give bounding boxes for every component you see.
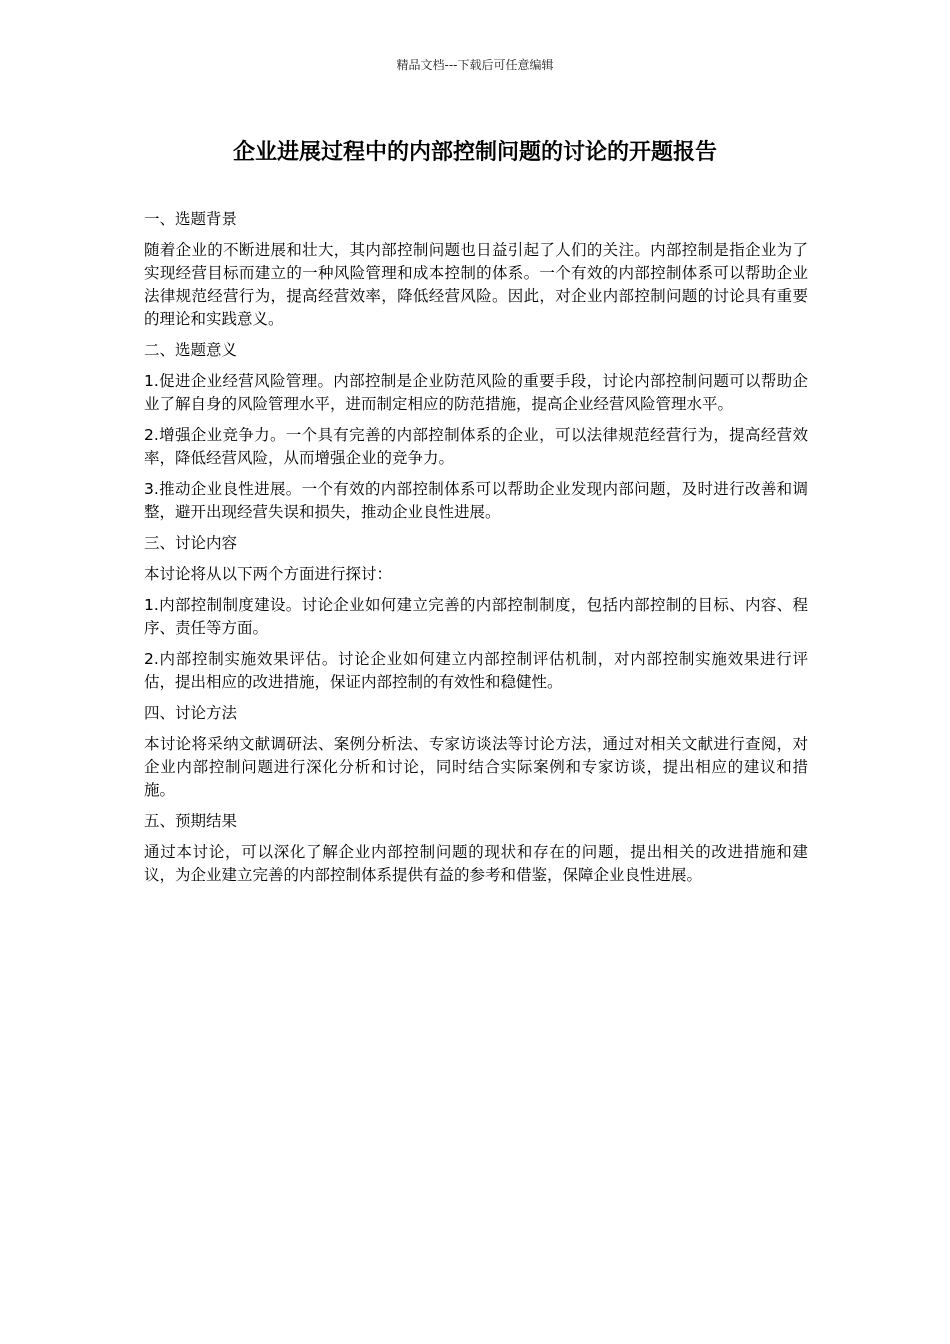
- section-heading-method: 四、讨论方法: [144, 704, 238, 722]
- section-heading-background: 一、选题背景: [144, 210, 238, 228]
- paragraph: 3.推动企业良性进展。一个有效的内部控制体系可以帮助企业发现内部问题，及时进行改善和调整，避开出现经营失误和损失，推动企业良性进展。: [144, 480, 808, 521]
- section-heading-expected-results: 五、预期结果: [144, 812, 238, 830]
- document-body: [144, 208, 808, 895]
- paragraph: 1.内部控制制度建设。讨论企业如何建立完善的内部控制制度，包括内部控制的目标、内容、程序、责任等方面。: [144, 596, 808, 637]
- paragraph: 2.内部控制实施效果评估。讨论企业如何建立内部控制评估机制，对内部控制实施效果进行评估，提出相应的改进措施，保证内部控制的有效性和稳健性。: [144, 650, 808, 691]
- section-heading-content: 三、讨论内容: [144, 534, 238, 552]
- document-title: 企业进展过程中的内部控制问题的讨论的开题报告: [232, 140, 717, 165]
- section-heading-significance: 二、选题意义: [144, 341, 238, 359]
- paragraph: 通过本讨论，可以深化了解企业内部控制问题的现状和存在的问题，提出相关的改进措施和建议，为企业建立完善的内部控制体系提供有益的参考和借鉴，保障企业良性进展。: [144, 843, 808, 884]
- paragraph: 1.促进企业经营风险管理。内部控制是企业防范风险的重要手段，讨论内部控制问题可以帮助企业了解自身的风险管理水平，进而制定相应的防范措施，提高企业经营风险管理水平。: [144, 372, 808, 413]
- paragraph: 本讨论将采纳文献调研法、案例分析法、专家访谈法等讨论方法，通过对相关文献进行查阅，对企业内部控制问题进行深化分析和讨论，同时结合实际案例和专家访谈，提出相应的建议和措施。: [144, 735, 808, 799]
- paragraph: 本讨论将从以下两个方面进行探讨：: [144, 565, 393, 583]
- paragraph: 随着企业的不断进展和壮大，其内部控制问题也日益引起了人们的关注。内部控制是指企业为了实现经营目标而建立的一种风险管理和成本控制的体系。一个有效的内部控制体系可以帮助企业法律规范经营行为，提高经营效率，降低经营风险。因此，对企业内部控制问题的讨论具有重要的理论和实践意义。: [144, 241, 808, 328]
- paragraph: 2.增强企业竞争力。一个具有完善的内部控制体系的企业，可以法律规范经营行为，提高经营效率，降低经营风险，从而增强企业的竞争力。: [144, 426, 808, 467]
- page-header: 精品文档---下载后可任意编辑: [396, 58, 554, 72]
